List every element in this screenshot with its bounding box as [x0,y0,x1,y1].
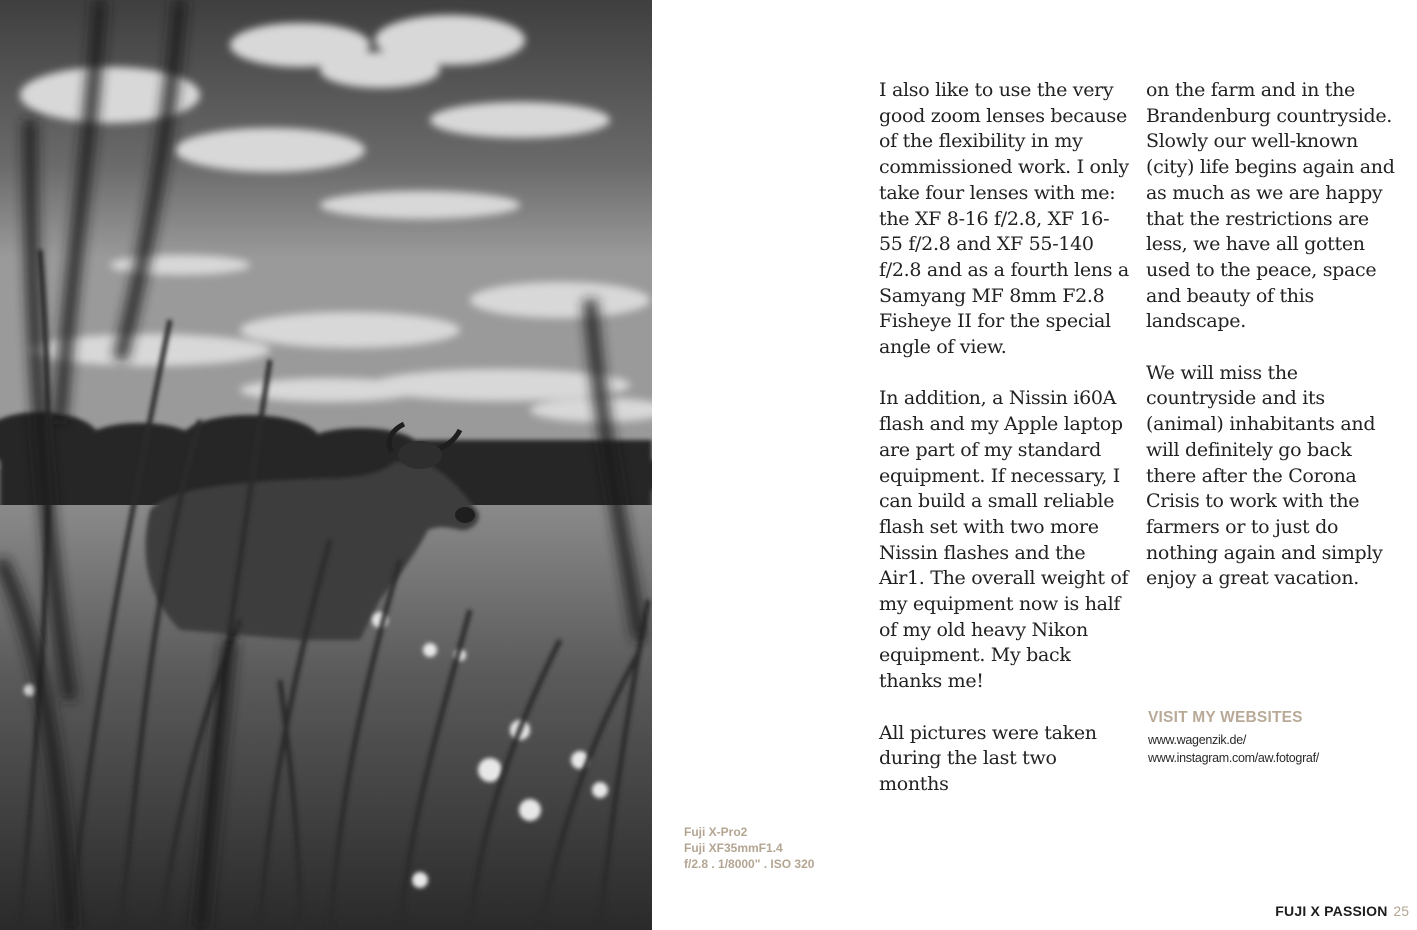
paragraph-farm: on the farm and in the Brandenburg countryside. Slowly our well-known (city) life begins again and as much as we are happy that the restrictions are less, we have all gotten used to the peace, space and beauty of this landscape. [1146,79,1395,333]
photo-caption [684,824,814,872]
magazine-brand: FUJI X PASSION [1275,903,1388,919]
paragraph-countryside: We will miss the countryside and its (animal) inhabitants and will definitely go back there after the Corona Crisis to work with the farmers or to just do nothing again and simply enjoy a great vacation. [1146,361,1383,590]
paragraph-lenses: I also like to use the very good zoom lenses because of the flexibility in my commissioned work. I only take four lenses with me: the XF 8-16 f/2.8, XF 16-55 f/2.8 and XF 55-140 f/2.8 and as a fourth lens a Samyang MF 8mm F2.8 Fisheye II for the special angle of view. [879,79,1129,359]
caption-camera: Fuji X-Pro2 [684,825,748,839]
website-link-wagenzik[interactable]: www.wagenzik.de/ [1148,733,1247,747]
page-number: 25 [1393,903,1409,919]
article-column-right [1146,78,1396,618]
website-link-instagram[interactable]: www.instagram.com/aw.fotograf/ [1148,751,1319,765]
websites-heading: VISIT MY WEBSITES [1148,709,1303,726]
websites-block [1148,709,1408,767]
article-column-left [879,78,1129,823]
page-footer [1275,904,1409,918]
paragraph-equipment: In addition, a Nissin i60A flash and my Apple laptop are part of my standard equipment. If necessary, I can build a small reliable flash set with two more Nissin flashes and the Air1. The overall weight of my equipment now is half of my old heavy Nikon equipment. My back thanks me! [879,387,1129,693]
caption-settings: f/2.8 . 1/8000" . ISO 320 [684,857,815,871]
photo-image [0,0,652,930]
cow-photo [0,0,652,930]
paragraph-pictures: All pictures were taken during the last two months [879,721,1097,795]
caption-lens: Fuji XF35mmF1.4 [684,841,783,855]
